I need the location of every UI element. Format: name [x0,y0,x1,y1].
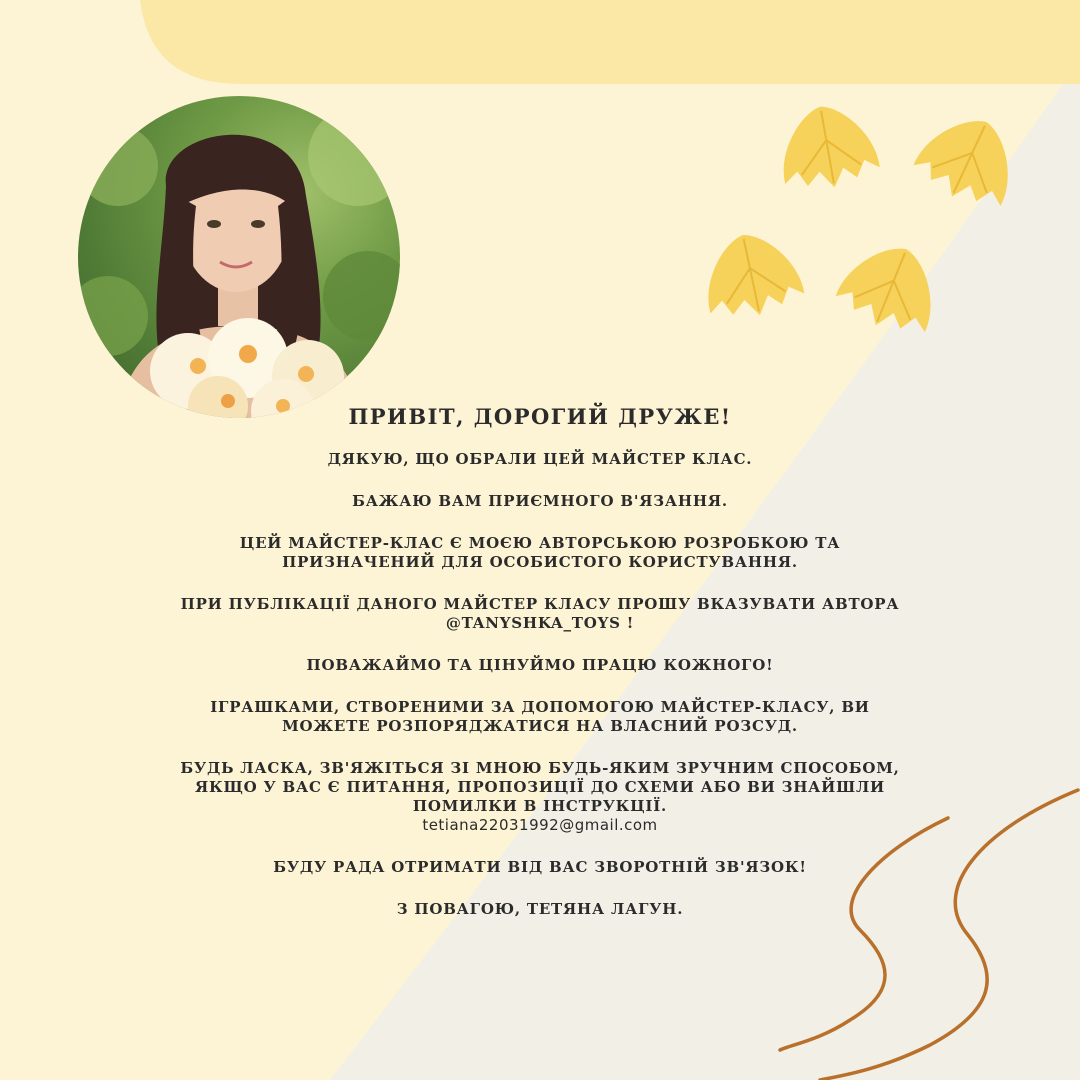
feedback-paragraph [140,858,940,877]
text-line: БУДЬ ЛАСКА, ЗВ'ЯЖІТЬСЯ ЗІ МНОЮ БУДЬ-ЯКИМ ЗРУЧНИМ СПОСОБОМ, [180,759,900,777]
text-line: ПОВАЖАЙМО ТА ЦІНУЙМО ПРАЦЮ КОЖНОГО! [306,656,774,674]
author-avatar-photo [78,96,400,418]
contact-paragraph [140,759,940,835]
signature-paragraph [140,900,940,919]
text-line: БУДУ РАДА ОТРИМАТИ ВІД ВАС ЗВОРОТНІЙ ЗВ'ЯЗОК! [273,858,807,876]
attribution-paragraph [140,595,940,633]
text-line: ПРИЗНАЧЕНИЙ ДЛЯ ОСОБИСТОГО КОРИСТУВАННЯ. [282,553,798,571]
text-line: ДЯКУЮ, ЩО ОБРАЛИ ЦЕЙ МАЙСТЕР КЛАС. [327,450,753,468]
text-line: БАЖАЮ ВАМ ПРИЄМНОГО В'ЯЗАННЯ. [352,492,728,510]
greeting-letter [140,404,940,942]
author-handle[interactable]: @TANYSHKA_TOYS ! [445,614,635,632]
contact-email-link[interactable]: tetiana22031992@gmail.com [422,816,658,834]
duck-foot-leaf-icon [696,225,807,325]
text-line: ЯКЩО У ВАС Є ПИТАННЯ, ПРОПОЗИЦІЇ ДО СХЕМИ АБО ВИ ЗНАЙШЛИ [194,778,886,796]
text-line: ПОМИЛКИ В ІНСТРУКЦІЇ. [412,797,668,815]
respect-paragraph [140,656,940,675]
toys-usage-paragraph [140,698,940,736]
text-line: ІГРАШКАМИ, СТВОРЕНИМИ ЗА ДОПОМОГОЮ МАЙСТЕР-КЛАСУ, ВИ [210,698,870,716]
text-line: ЦЕЙ МАЙСТЕР-КЛАС Є МОЄЮ АВТОРСЬКОЮ РОЗРОБКОЮ ТА [239,534,841,552]
greeting-heading: ПРИВІТ, ДОРОГИЙ ДРУЖЕ! [348,404,732,429]
portrait-photo-icon [78,96,400,418]
authorship-paragraph [140,534,940,572]
duck-foot-leaf-icon [773,98,882,195]
wish-paragraph [140,492,940,511]
text-line: ПРИ ПУБЛІКАЦІЇ ДАНОГО МАЙСТЕР КЛАСУ ПРОШУ ВКАЗУВАТИ АВТОРА [180,595,900,613]
top-band [140,0,1080,84]
text-line: МОЖЕТЕ РОЗПОРЯДЖАТИСЯ НА ВЛАСНИЙ РОЗСУД. [282,717,798,735]
thanks-paragraph [140,450,940,469]
signature-line: З ПОВАГОЮ, ТЕТЯНА ЛАГУН. [396,900,684,918]
